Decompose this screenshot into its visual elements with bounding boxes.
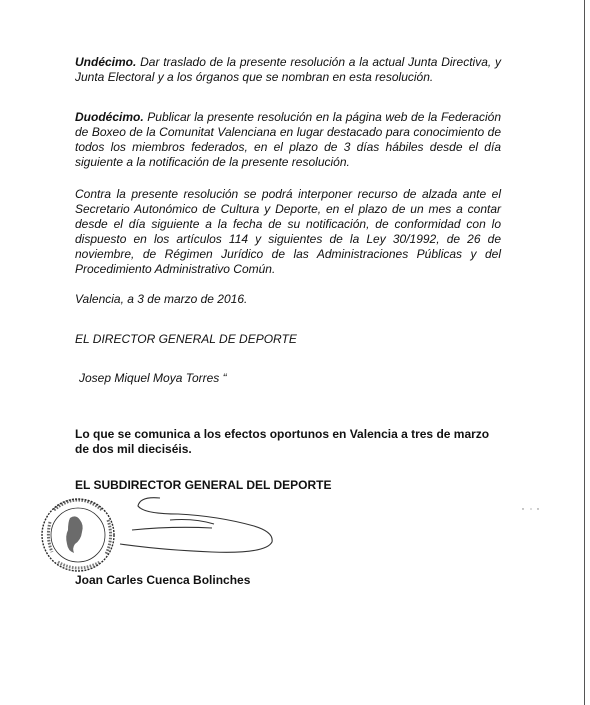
director-title: EL DIRECTOR GENERAL DE DEPORTE [75, 332, 297, 346]
director-name: Josep Miquel Moya Torres “ [79, 371, 227, 385]
duodecimo-label: Duodécimo. [75, 110, 144, 124]
undecimo-text: Dar traslado de la presente resolución a la actual Junta Directiva, y Junta Electoral y a los órganos que se nombran en esta resolución. [75, 55, 501, 84]
official-seal-icon [42, 499, 114, 571]
handwritten-signature-icon [120, 498, 272, 553]
subdirector-name: Joan Carles Cuenca Bolinches [75, 573, 251, 587]
paragraph-comunica: Lo que se comunica a los efectos oportunos en Valencia a tres de marzo de dos mil dieciséis. [75, 427, 490, 456]
scan-speckle [521, 507, 541, 511]
undecimo-label: Undécimo. [75, 55, 137, 69]
date-line: Valencia, a 3 de marzo de 2016. [75, 292, 248, 306]
subdirector-title: EL SUBDIRECTOR GENERAL DEL DEPORTE [75, 478, 332, 492]
seal-and-signature [40, 490, 290, 580]
page-edge-rule [584, 0, 585, 705]
paragraph-duodecimo [75, 110, 501, 170]
paragraph-recurso: Contra la presente resolución se podrá interponer recurso de alzada ante el Secretario Autonómico de Cultura y Deporte, en el plazo de un mes a contar desde el día siguiente a la fecha de su notificación, de conformidad con lo dispuesto en los artículos 114 y siguientes de la Ley 30/1992, de 26 de noviembre, de Régimen Jurídico de las Administraciones Públicas y del Procedimiento Administrativo Común. [75, 187, 501, 276]
paragraph-undecimo [75, 55, 501, 85]
duodecimo-text: Publicar la presente resolución en la página web de la Federación de Boxeo de la Comunitat Valenciana en lugar destacado para conocimiento de todos los miembros federados, en el plazo de 3 días hábiles desde el día siguiente a la notificación de la presente resolución. [75, 110, 501, 169]
